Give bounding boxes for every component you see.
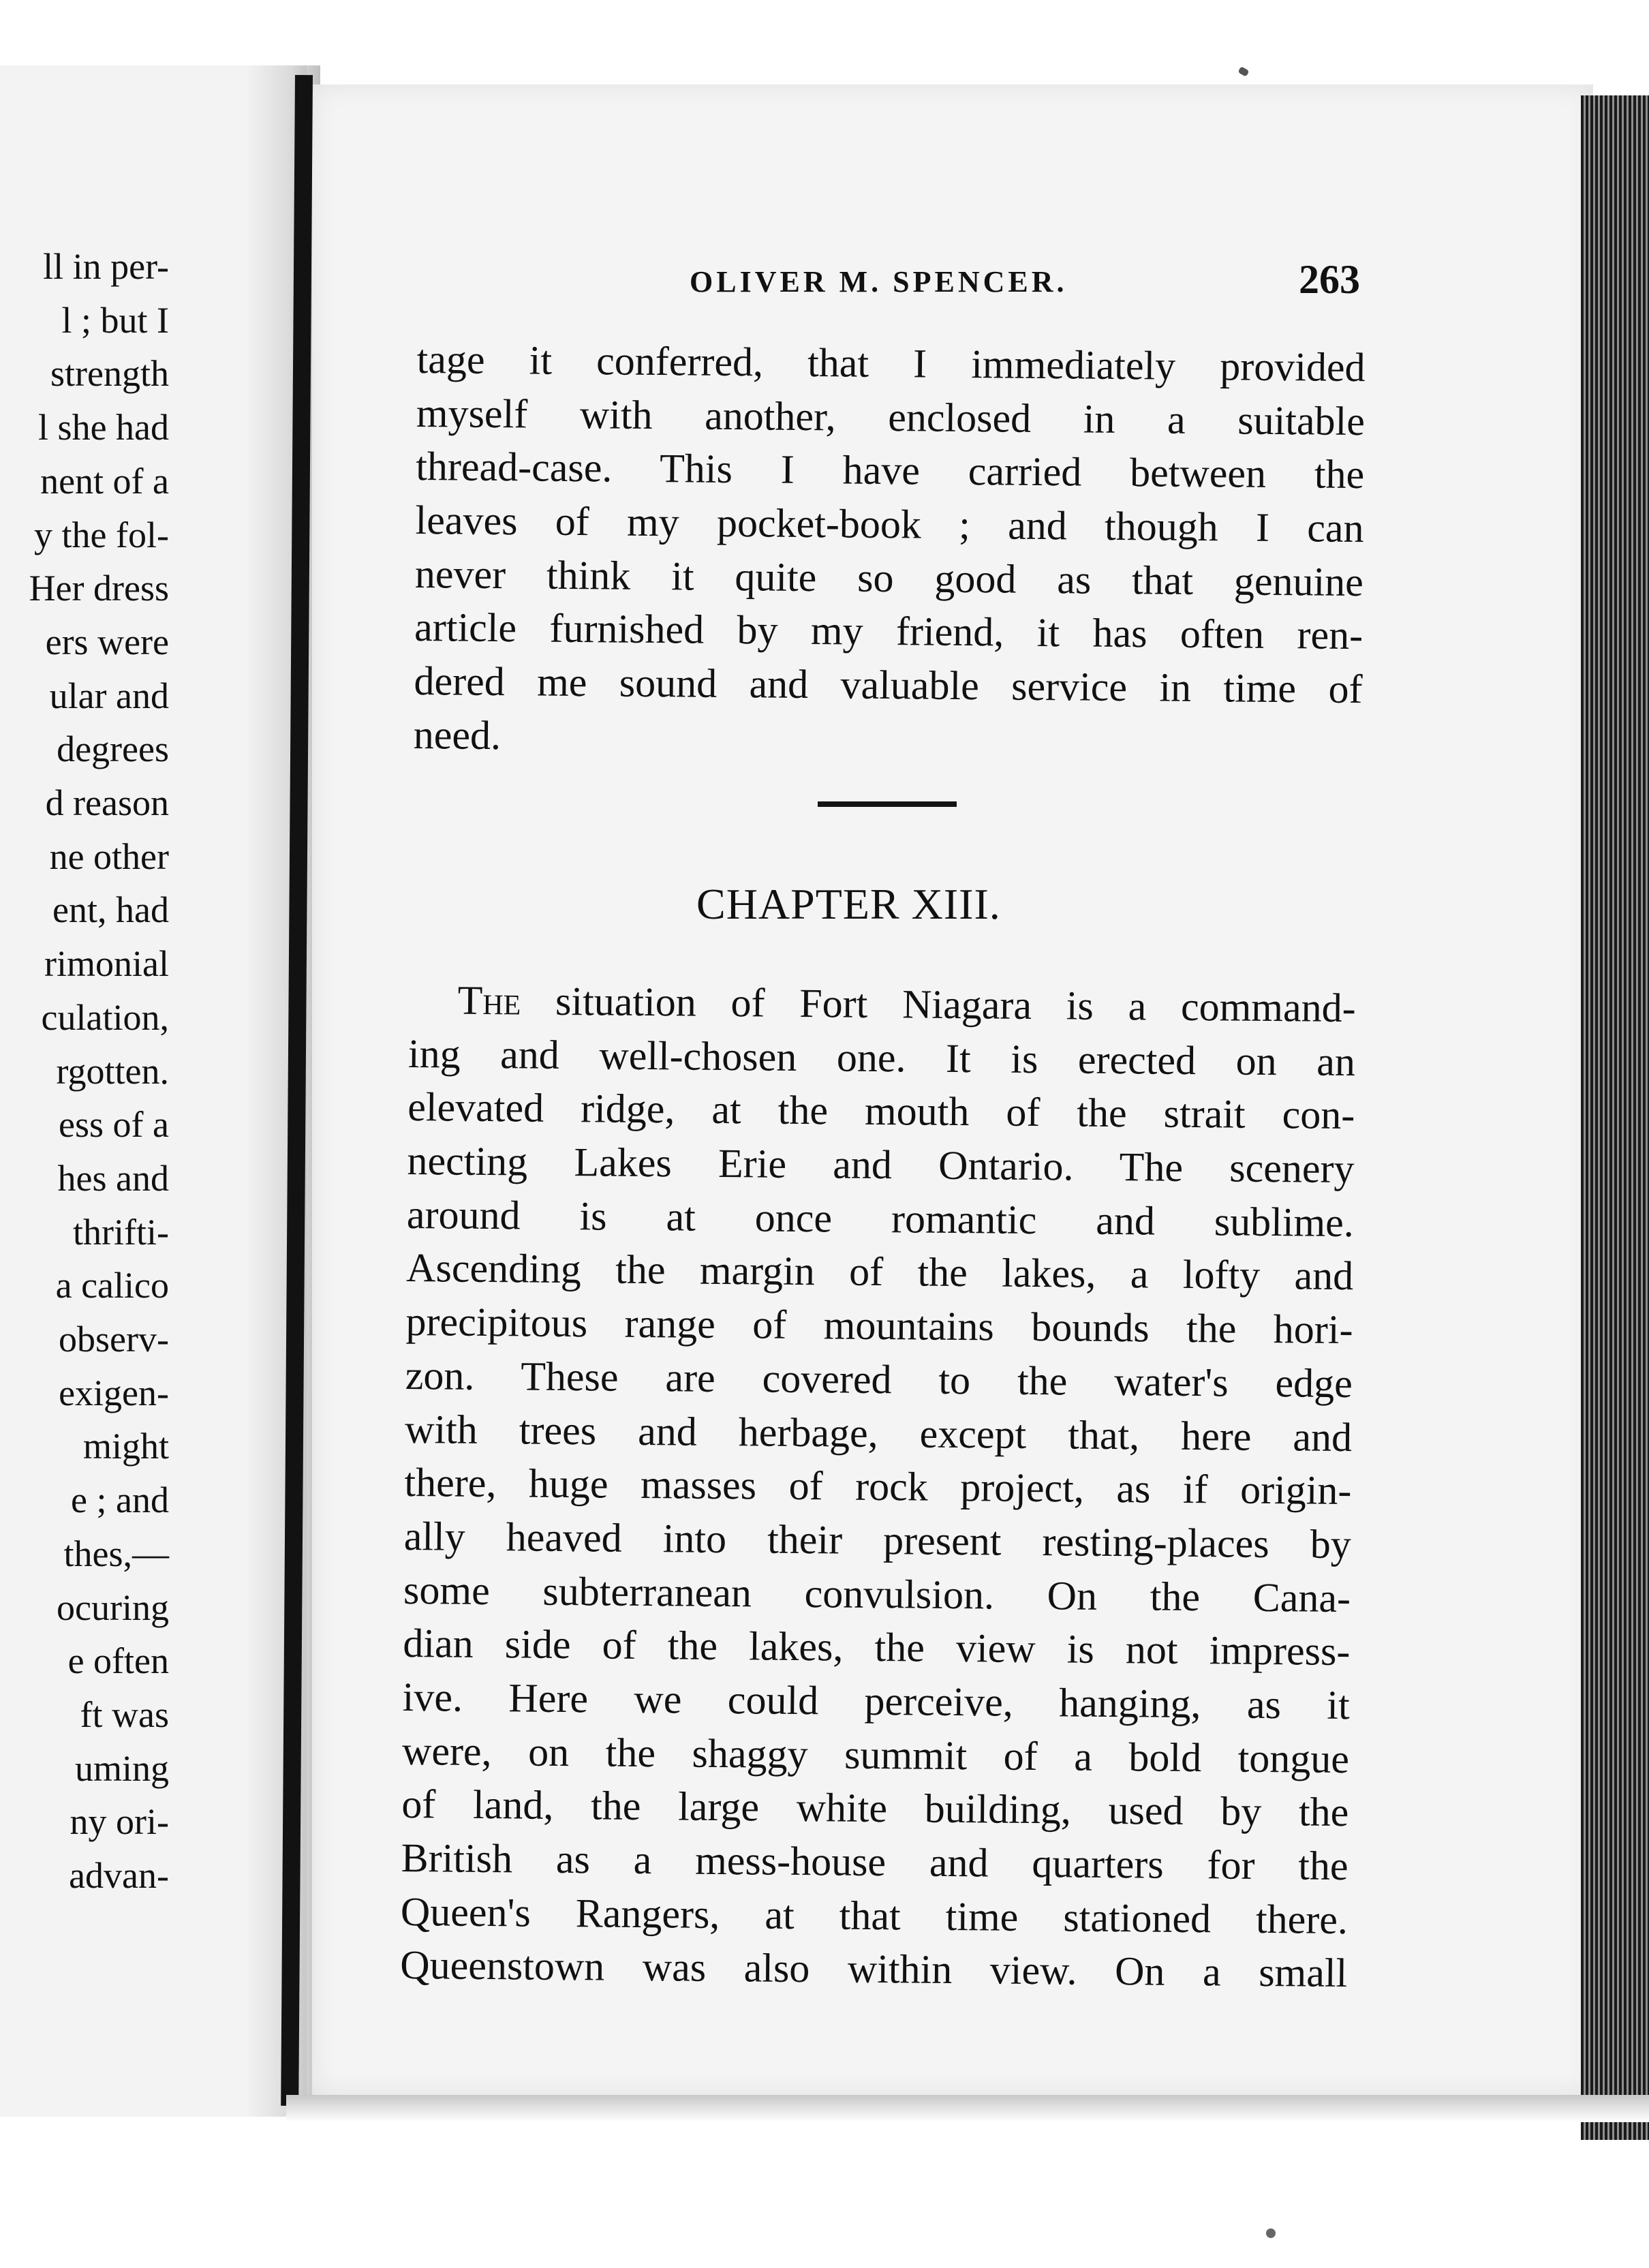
- left-line: ll in per-: [43, 246, 169, 287]
- left-line: ft was: [80, 1694, 169, 1735]
- left-line: ular and: [49, 675, 169, 716]
- text-line: Queenstown was also within view. On a small: [400, 1942, 1348, 1996]
- scan-speck: [1266, 2228, 1276, 2238]
- left-line: hes and: [57, 1157, 169, 1199]
- text-line: article furnished by my friend, it has often ren-: [414, 604, 1363, 658]
- text-line: ally heaved into their present resting-places by: [403, 1513, 1352, 1567]
- left-line: e ; and: [71, 1480, 169, 1521]
- left-line: ne other: [49, 836, 169, 877]
- text-line: zon. These are covered to the water's edge: [405, 1352, 1353, 1406]
- text-line: elevated ridge, at the mouth of the strait con-: [407, 1084, 1355, 1138]
- text-line: dian side of the lakes, the view is not impress-: [403, 1621, 1351, 1674]
- text-line: ive. Here we could perceive, hanging, as it: [402, 1674, 1350, 1728]
- text-line: precipitous range of mountains bounds the hori-: [405, 1299, 1353, 1353]
- text-line: myself with another, enclosed in a suitable: [416, 390, 1366, 444]
- left-line: observ-: [59, 1319, 169, 1360]
- left-line: Her dress: [29, 568, 169, 609]
- left-line: degrees: [57, 729, 169, 770]
- text-line: of land, the large white building, used by the: [401, 1781, 1349, 1835]
- left-line: thrifti-: [73, 1211, 169, 1253]
- section-divider: [818, 801, 957, 807]
- left-line: strength: [50, 353, 169, 395]
- text-line: were, on the shaggy summit of a bold tongue: [401, 1728, 1350, 1781]
- left-line: ent, had: [52, 889, 169, 931]
- left-line: e often: [67, 1640, 169, 1682]
- page-number: 263: [1299, 257, 1360, 302]
- text-line: Queen's Rangers, at that time stationed there.: [400, 1888, 1349, 1942]
- left-line: advan-: [69, 1855, 169, 1897]
- text-line: dered me sound and valuable service in time of: [414, 658, 1363, 712]
- text-line-first: [408, 973, 1356, 1035]
- text-line: never think it quite so good as that genuine: [414, 551, 1364, 604]
- left-line: d reason: [45, 782, 169, 824]
- left-line: ocuring: [57, 1587, 169, 1628]
- left-line: culation,: [41, 996, 169, 1038]
- text-line: some subterranean convulsion. On the Cana-: [403, 1567, 1351, 1621]
- left-line: ess of a: [59, 1104, 169, 1146]
- scan-speck: [1237, 66, 1249, 77]
- left-line: l she had: [38, 407, 169, 448]
- left-line: rgotten.: [56, 1050, 169, 1092]
- left-line: rimonial: [44, 943, 169, 985]
- text-line: ing and well-chosen one. It is erected on an: [407, 1030, 1356, 1084]
- left-line: uming: [74, 1747, 169, 1789]
- left-line: y the fol-: [34, 514, 169, 555]
- text-line: necting Lakes Erie and Ontario. The scenery: [407, 1138, 1355, 1192]
- left-line: a calico: [55, 1265, 169, 1306]
- first-line-rest: situation of Fort Niagara is a command-: [555, 978, 1356, 1031]
- left-line: thes,—: [63, 1533, 169, 1574]
- left-line: ny ori-: [70, 1801, 169, 1843]
- left-line: nent of a: [40, 460, 169, 502]
- chapter-paragraph: [400, 973, 1356, 2000]
- text-line: need.: [413, 711, 502, 758]
- left-line: might: [82, 1426, 169, 1467]
- text-line: tage it conferred, that I immediately provided: [416, 336, 1366, 390]
- left-line: l ; but I: [61, 299, 169, 341]
- chapter-heading: CHAPTER XIII.: [696, 880, 1001, 928]
- text-line: thread-case. This I have carried between the: [415, 444, 1365, 497]
- page-bottom-edge: [286, 2095, 1649, 2122]
- opening-word: The: [457, 977, 521, 1024]
- text-line: leaves of my pocket-book ; and though I can: [415, 497, 1364, 551]
- left-page-text: [29, 240, 169, 1903]
- text-line: British as a mess-house and quarters for the: [401, 1835, 1349, 1889]
- page-edges: [1581, 95, 1649, 2140]
- left-line: ers were: [45, 621, 169, 662]
- text-line: around is at once romantic and sublime.: [406, 1191, 1355, 1245]
- left-line: exigen-: [59, 1372, 169, 1413]
- continued-paragraph: [414, 333, 1366, 770]
- text-line: there, huge masses of rock project, as if origin-: [404, 1460, 1352, 1514]
- text-line: with trees and herbage, except that, here and: [404, 1406, 1353, 1460]
- running-head: OLIVER M. SPENCER.: [690, 265, 1068, 298]
- text-line: Ascending the margin of the lakes, a lofty and: [405, 1245, 1354, 1299]
